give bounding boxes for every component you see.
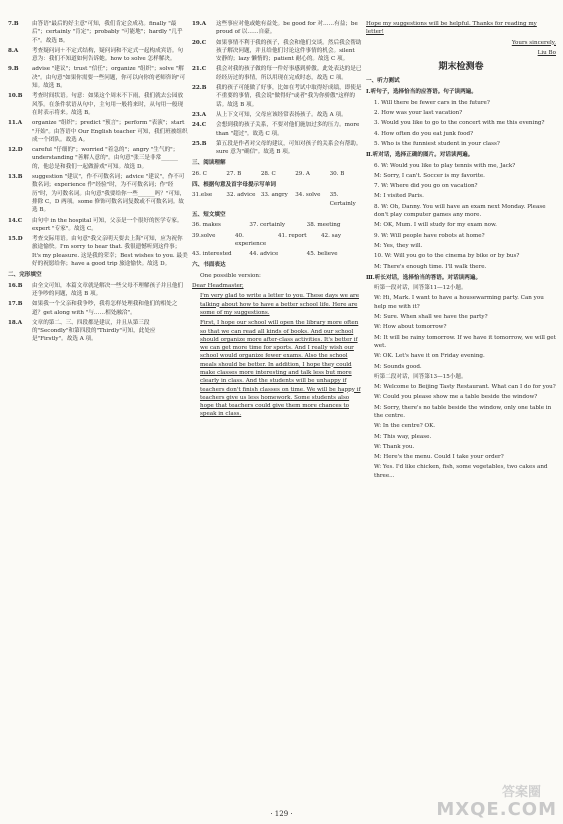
dialogue-line: M: OK, Mum. I will study for my exam now.: [374, 222, 497, 229]
answer-row: [192, 250, 362, 258]
dialogue-line: M: There's enough time. I'll walk there.: [374, 263, 487, 270]
answer-item: [8, 173, 188, 214]
listening-question: 2. How was your last vacation?: [374, 110, 463, 117]
answer-item: [8, 235, 188, 268]
dialogue-line: M: This way, please.: [374, 433, 432, 440]
answer-key: 26. C: [192, 170, 207, 177]
letter-signoff: Yours sincerely,: [511, 39, 556, 46]
dialogue-line: M: It will be rainy tomorrow. If we have it tomorrow, we will get wet.: [374, 334, 556, 349]
section-heading: 五、短文填空: [192, 211, 226, 218]
dialogue-line: 6. W: Would you like to play tennis with me, Jack?: [374, 162, 516, 169]
answer-explanation: 这些事应对他或她有益处。be good for 对……有益；be proud of 以……自豪。: [216, 21, 358, 36]
dialogue-line: M: Sounds good.: [374, 363, 422, 370]
essay-paragraph: First, I hope our school will open the library more often so that we can read all kinds of books. And our school should organize more after-class activities. It's better if we can get more time for sports. And I really wish our school would organize fewer exams. Also the school meals should be better. In addition, I hope they could make classes more interesting and talk less but more clearly in class. And the students will be unhappy if teachers don't finish classes on time. We will be happy if teachers give us less homework. Some students also hope that teachers could give them more chances to speak in class.: [200, 320, 361, 418]
dialogue-line: 9. W: Will people have robots at home?: [374, 232, 485, 239]
answer-key: 42. say: [321, 232, 342, 239]
listening-question: 4. How often do you eat junk food?: [374, 130, 474, 137]
essay-paragraph: I'm very glad to write a letter to you. These days we are talking about how to have a better school life. Here are some of my suggestions.: [200, 293, 360, 316]
answer-explanation: suggestion "建议"，作不可数名词；advice "建议"，作不可数名词；experience 作"经验"时，为不可数名词；作"经历"时，为可数名词。由句意"我要给你一些______吗？"可知，排除 C，D 两项。some 修饰可数名词复数或不可数名词。故选 B。: [32, 174, 186, 214]
dialogue-line: M: Sure. When shall we have the party?: [374, 314, 488, 321]
answer-item: [8, 146, 188, 171]
answer-key: 28. C: [260, 170, 276, 177]
answer-item: [8, 217, 188, 234]
part-heading: Ⅱ.听对话，选择正确的图片。对话读两遍。: [366, 152, 474, 159]
answer-item: [8, 47, 188, 64]
answer-key: 30. B: [329, 170, 345, 177]
dialogue-line: 听第一段对话，回答第11—12小题。: [374, 285, 467, 292]
section-heading: 六、书面表达: [192, 262, 226, 269]
answer-item: [8, 319, 188, 344]
answer-explanation: 会想到我的孩子关系，不要对他们施加过多的压力。more than "超过"。故选 C 项。: [216, 122, 360, 137]
dialogue-line: W: Yes. I'd like chicken, fish, some vegetables, two cakes and three...: [374, 464, 548, 479]
answer-number: 16.B: [8, 282, 23, 289]
answer-item: [8, 300, 188, 317]
dialogue-line: 7. W: Where did you go on vacation?: [374, 183, 478, 190]
answer-key: 33. angry: [260, 192, 288, 199]
answer-item: [192, 39, 362, 64]
listening-question: 3. Would you like to go to the concert with me this evening?: [374, 120, 545, 127]
answer-explanation: 如果我一个父亲和我争吵，我将怎样处理我和他们的相处之道？get along with "与……相处融洽"。: [32, 301, 178, 316]
answer-explanation: 如果事情不利于我的孩子，我会和他们交谈。然后我会帮助孩子解决问题，并且给他们讨论这件事情的机会。silent 安静的；lazy 懒惰的；patient 耐心的。故选 C 项。: [216, 39, 362, 63]
answer-key: 45. believe: [306, 251, 338, 258]
answer-key: 40. experience: [235, 232, 267, 247]
answer-item: [192, 140, 362, 157]
answer-item: [192, 20, 362, 37]
answer-explanation: advise "建议"；trust "信任"；organize "组织"；solve "解决"。由句意"如果你需要一些问题，你可以向你的老师咨询"可知。故选 B。: [32, 66, 186, 90]
answer-explanation: 由答语"最后的好主意"可知，我们肯定会成功。finally "最后"；certainly "肯定"；probably "可能地"；hardly "几乎不"。故选 B。: [32, 21, 183, 44]
answer-item: [8, 20, 188, 45]
answer-number: 18.A: [8, 319, 23, 326]
answer-key: 34. solve: [295, 192, 321, 199]
answer-item: [8, 282, 188, 299]
answer-row: [192, 170, 362, 178]
dialogue-line: M: Yes, they will.: [374, 242, 423, 249]
answer-number: 20.C: [192, 39, 207, 46]
part-heading: Ⅲ.听长对话，选择恰当的答语。对话读两遍。: [366, 274, 482, 281]
dialogue-line: M: I visited Paris.: [374, 193, 424, 200]
answer-number: 7.B: [8, 21, 19, 27]
answer-explanation: 我会对我的孩子做的每一件好事感到骄傲。此处表达的是已经经历过的事情，所以用现在完成时态，故选 C 项。: [216, 66, 362, 81]
answer-key: 35. Certainly: [329, 192, 356, 207]
answer-key: 32. advice: [226, 192, 256, 199]
dialogue-line: W: Thank you.: [374, 443, 415, 450]
letter-closing-line: Hope my suggestions will be helpful. Thanks for reading my letter!: [366, 21, 537, 36]
letter-signature: Liu Bo: [537, 49, 556, 56]
answer-explanation: 考查时间状语。句意：如果这个周末不下雨，我们就去公园放风筝。在条件状语从句中，主句用一般将来时，从句用一般现在时表示将来。故选 B。: [32, 93, 184, 116]
dialogue-line: 听第二段对话，回答第13—15小题。: [374, 373, 467, 380]
answer-explanation: careful "仔细的"；worried "着急的"；angry "生气的"；understanding "善解人意的"。由句意"张三是非常______的，他总是和我们一起做游戏"可知。故选 D。: [32, 147, 179, 170]
answer-number: 21.C: [192, 66, 207, 73]
dialogue-line: W: OK. Let's have it on Friday evening.: [374, 353, 485, 360]
middle-column: [192, 20, 362, 421]
answer-item: [8, 65, 188, 90]
answer-explanation: 我的孩子可能做了好事，比如在考试中取得好成绩，即使是不重要的事情，我会说"做得好"或者"我为你骄傲"这样的话。故选 B 项。: [216, 85, 362, 108]
answer-number: 8.A: [8, 47, 19, 54]
section-heading: 四、根据句意及首字母提示写单词: [192, 182, 276, 189]
answer-item: [192, 121, 362, 138]
answer-key: 38. meeting: [306, 222, 341, 229]
answer-explanation: 从上下文可知，父母应该经常表扬孩子。故选 A 项。: [216, 111, 347, 118]
answer-number: 23.A: [192, 111, 207, 118]
answer-row: [192, 232, 362, 249]
dialogue-line: 8. W: Oh, Danny. You will have an exam next Monday. Please don't play computer games any more.: [374, 203, 546, 219]
answer-number: 24.C: [192, 122, 207, 129]
answer-key: 31.else: [192, 192, 213, 199]
dialogue-line: M: Welcome to Beijing Tasty Restaurant. What can I do for you?: [374, 384, 556, 391]
answer-key: 41. report: [278, 232, 307, 239]
left-column: [8, 20, 188, 346]
answer-key: 43. interested: [192, 251, 232, 258]
exam-title: 期末检测卷: [438, 62, 484, 73]
answer-explanation: 考查交际用语。由句意"我父亲明天要去上海"可知，应为祝你旅途愉快。I'm sorry to hear that. 我很遗憾听到这件事；It's my pleasure. 这是我的荣幸；Best wishes to you. 最美好的祝愿给你；have a good trip 旅途愉快。故选 D。: [32, 236, 188, 268]
dialogue-line: W: Could you please show me a table beside the window?: [374, 394, 538, 401]
answer-number: 11.A: [8, 120, 23, 127]
answer-number: 17.B: [8, 301, 23, 308]
answer-key: 37. certainly: [249, 222, 286, 229]
right-column: [366, 20, 556, 482]
answer-row: [192, 191, 362, 208]
answer-key: 27. B: [226, 170, 242, 177]
answer-item: [192, 111, 362, 119]
listening-question: 1. Will there be fewer cars in the future?: [374, 99, 490, 106]
dialogue-line: M: Sorry, there's no table beside the window, only one table in the centre.: [374, 404, 552, 419]
part-heading: Ⅰ.听句子，选择恰当的应答语。句子读两遍。: [366, 89, 477, 96]
section-heading: 二、完形填空: [8, 272, 42, 279]
answer-key: 44. advice: [249, 251, 279, 258]
answer-item: [8, 119, 188, 144]
answer-explanation: 考查疑问词＋不定式结构，疑问词和不定式一起构成宾语。句意为：我们不知道如何告诉她。how to solve 怎样解决。: [32, 47, 184, 63]
answer-key: 39.solve: [192, 232, 216, 239]
answer-item: [192, 65, 362, 82]
answer-number: 9.B: [8, 66, 19, 73]
dialogue-line: 10. W: Will you go to the cinema by bike or by bus?: [374, 253, 520, 260]
dialogue-line: W: In the centre? OK.: [374, 423, 436, 430]
version-label: One possible version:: [200, 272, 261, 279]
answer-number: 19.A: [192, 21, 207, 27]
dialogue-line: M: Here's the menu. Could I take your order?: [374, 454, 504, 461]
section-heading: 三、阅读理解: [192, 160, 226, 167]
answer-explanation: 第五段是作者对父母的建议，可知对孩子的关系会有帮助。sure 意为"确信"。故选 B 项。: [216, 140, 362, 156]
dialogue-line: W: How about tomorrow?: [374, 324, 447, 331]
answer-explanation: 由全文可知，本篇文章就是解决一些父母不理解孩子并且他们还争吵的问题，故选 B 项。: [32, 282, 184, 297]
answer-item: [192, 84, 362, 109]
answer-key: 36. makes: [192, 222, 221, 229]
watermark-logo: MXQE.COM: [436, 799, 557, 820]
answer-number: 12.D: [8, 147, 23, 154]
answer-key: 29. A: [295, 170, 310, 177]
answer-number: 13.B: [8, 174, 23, 181]
answer-explanation: 由句中 in the hospital 可知，父亲是一个很好的医学专家。expert "专家"。故选 C。: [32, 217, 183, 232]
answer-number: 25.B: [192, 140, 207, 147]
answer-row: [192, 221, 362, 229]
page-number: · 129 ·: [270, 810, 293, 818]
answer-number: 14.C: [8, 217, 23, 224]
answer-number: 15.D: [8, 236, 23, 243]
dialogue-line: W: Hi, Mark. I want to have a housewarming party. Can you help me with it?: [374, 295, 544, 310]
essay-paragraph: Dear Headmaster,: [192, 283, 244, 290]
answer-number: 10.B: [8, 93, 23, 100]
listening-question: 5. Who is the funniest student in your class?: [374, 140, 500, 147]
answer-explanation: 文章的第二、三、四段都是建议，并且从第三段的"Secondly"和第四段的"Thirdly"可知，此处应是"Firstly"。故选 A 项。: [32, 319, 156, 343]
section-heading: 一、听力测试: [366, 78, 400, 85]
answer-explanation: organize "组织"；predict "预言"；perform "表演"；start "开始"。由答语中 Our English teacher 可知，我们班被组织成一个团队。故选 A。: [32, 120, 188, 143]
watermark-text: 答案圈: [501, 785, 541, 800]
answer-number: 22.B: [192, 85, 207, 92]
answer-item: [8, 92, 188, 117]
dialogue-line: M: Sorry, I can't. Soccer is my favorite.: [374, 172, 485, 179]
